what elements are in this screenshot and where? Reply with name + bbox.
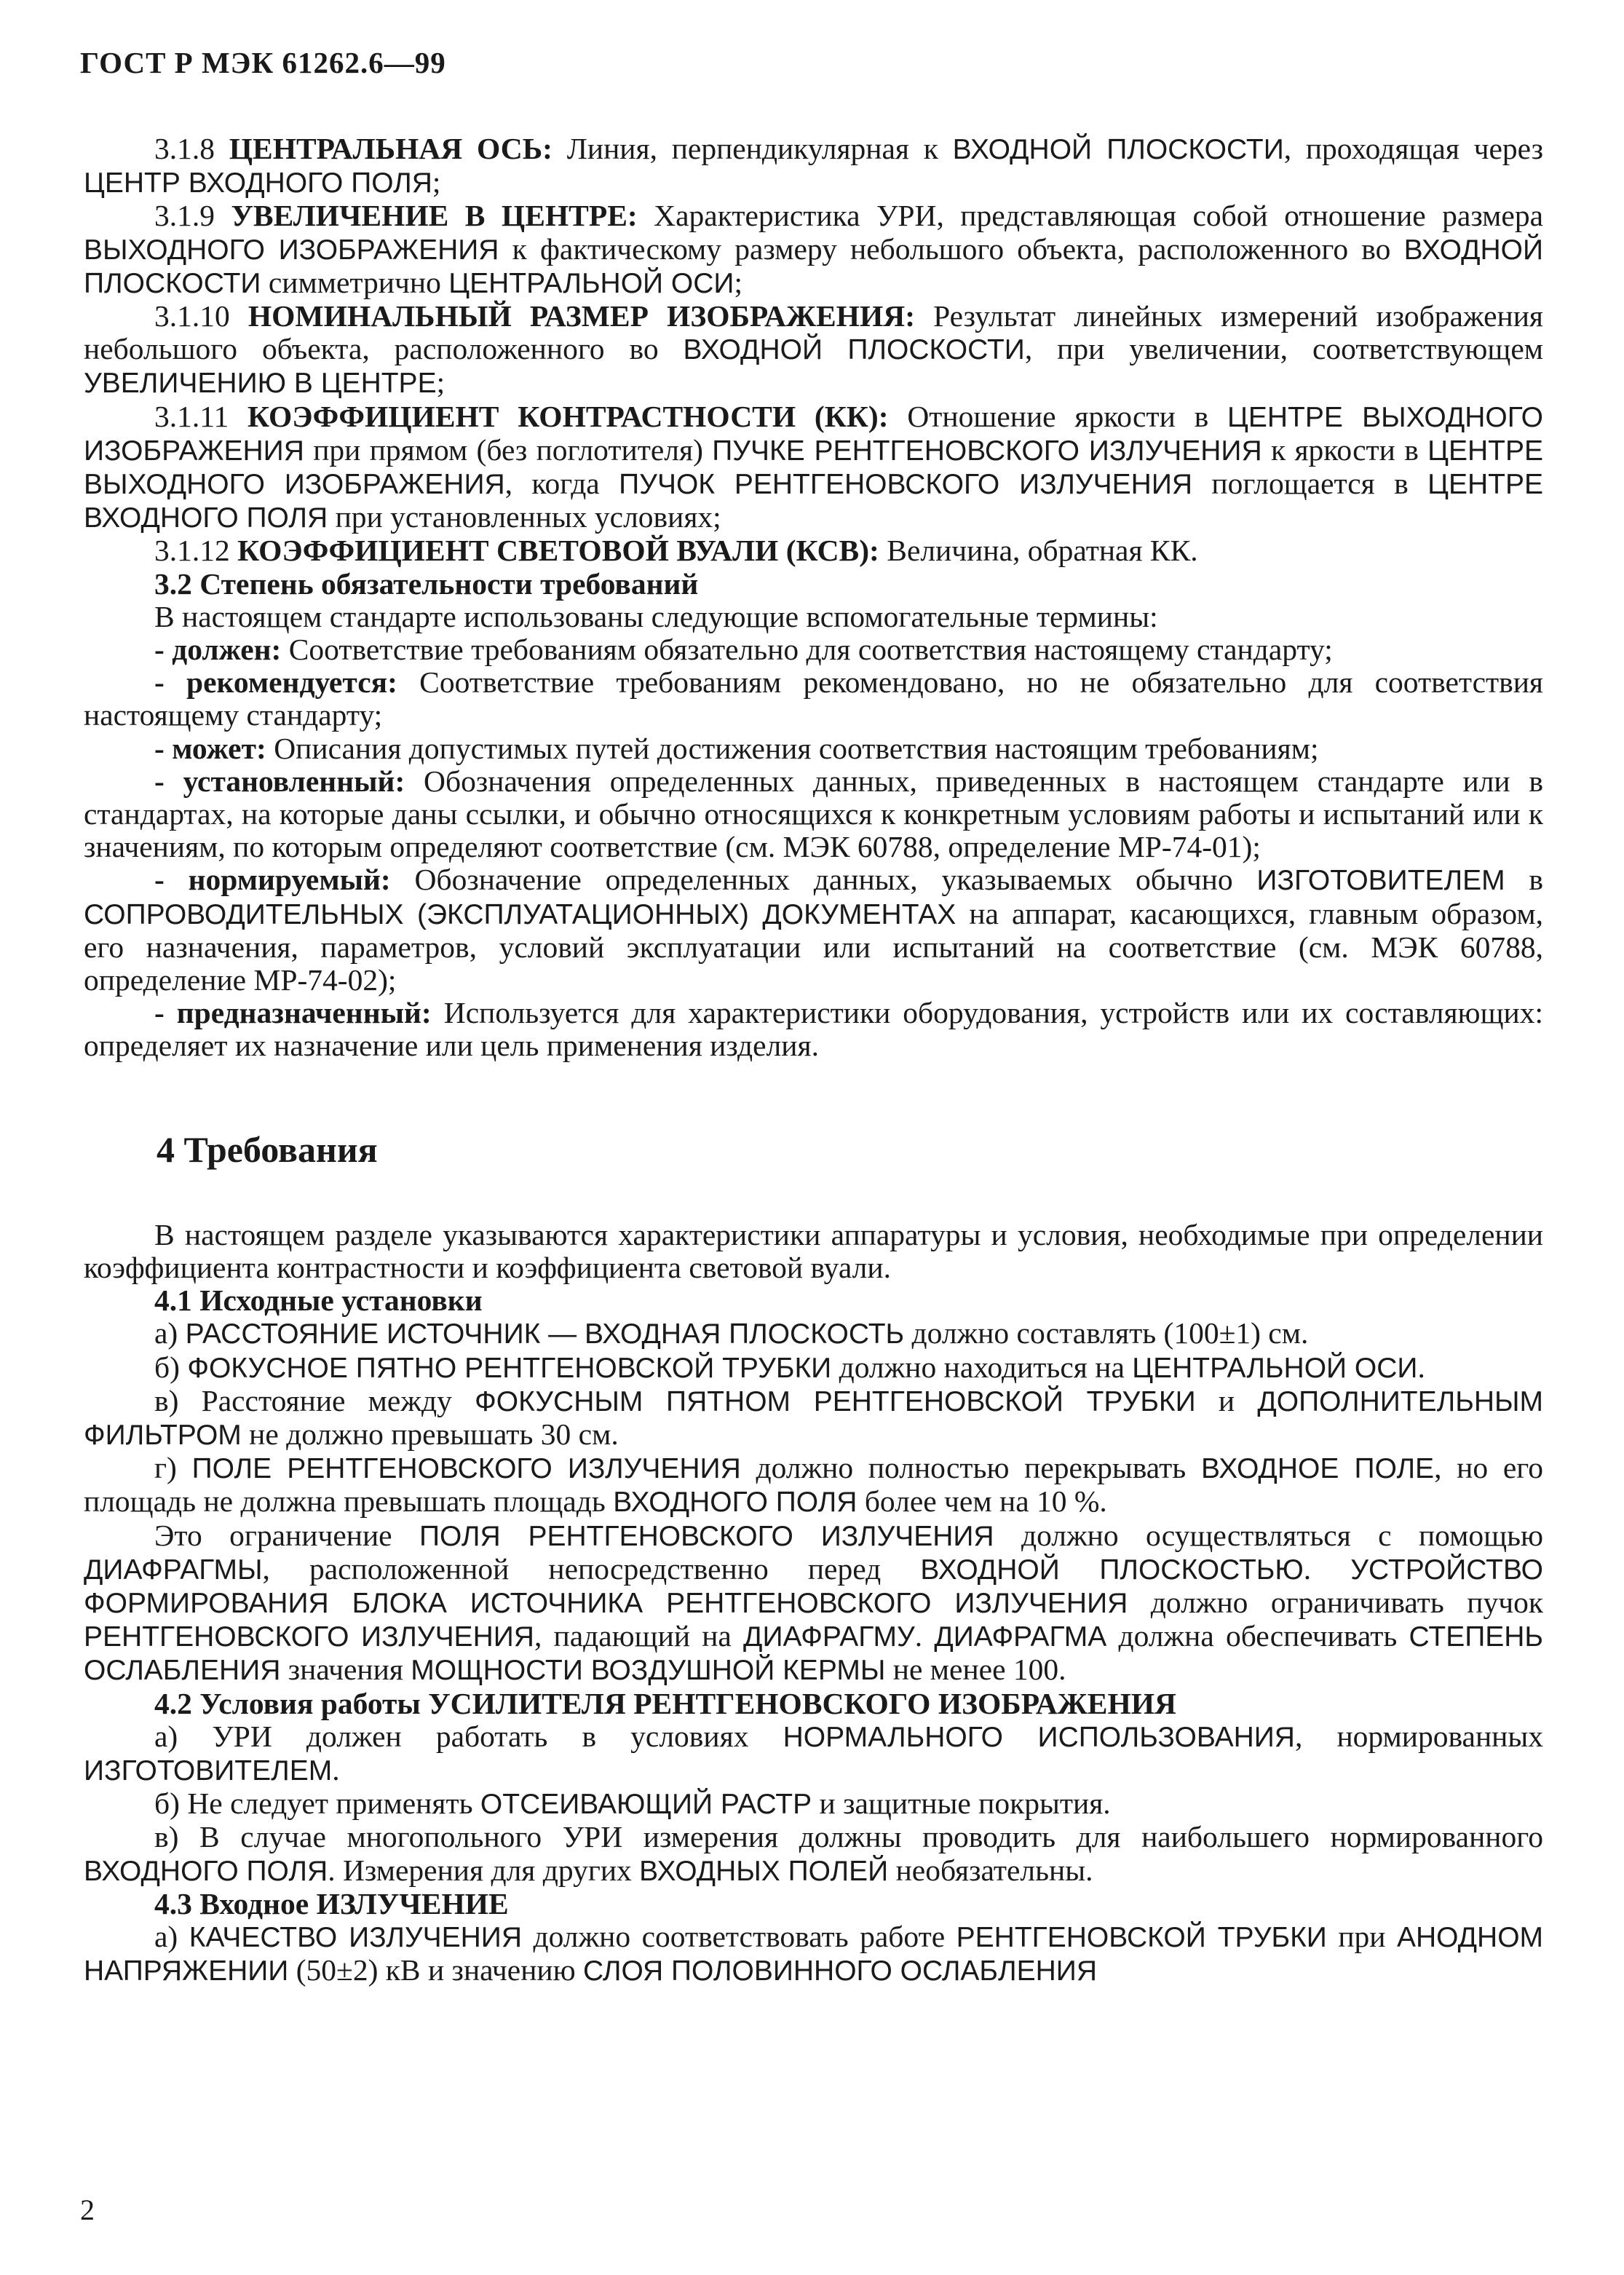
definition-3-1-10: 3.1.10 НОМИНАЛЬНЫЙ РАЗМЕР ИЗОБРАЖЕНИЯ: Результат линейных измерений изображения небольшого объекта, расположенного во ВХОДНОЙ ПЛОСКОСТИ, при увеличении, соответствующем УВЕЛИЧЕНИЮ В ЦЕНТРЕ; (84, 299, 1544, 400)
definition-3-1-8: 3.1.8 ЦЕНТРАЛЬНАЯ ОСЬ: Линия, перпендикулярная к ВХОДНОЙ ПЛОСКОСТИ, проходящая через ЦЕНТР ВХОДНОГО ПОЛЯ; (84, 132, 1543, 199)
definition-3-1-12: 3.1.12 КОЭФФИЦИЕНТ СВЕТОВОЙ ВУАЛИ (КСВ): Величина, обратная КК. (154, 534, 1198, 568)
term-rated: - нормируемый: Обозначение определенных данных, указываемых обычно ИЗГОТОВИТЕЛЕМ в СОПРОВОДИТЕЛЬНЫХ (ЭКСПЛУАТАЦИОННЫХ) ДОКУМЕНТАХ на аппарат, касающихся, главным образом, его назначения, параметров, условий эксплуатации или испытаний на соответствие (см. МЭК 60788, определение МР-74-02); (84, 863, 1544, 997)
section-4-1-heading: 4.1 Исходные установки (154, 1283, 483, 1318)
item-4-1-b: б) ФОКУСНОЕ ПЯТНО РЕНТГЕНОВСКОЙ ТРУБКИ должно находиться на ЦЕНТРАЛЬНОЙ ОСИ. (154, 1350, 1425, 1384)
section-3-2-intro: В настоящем стандарте использованы следующие вспомогательные термины: (154, 599, 1158, 633)
term-recommended: - рекомендуется: Соответствие требованиям рекомендовано, но не обязательно для соответствия настоящему стандарту; (84, 665, 1544, 732)
item-4-3-a: а) КАЧЕСТВО ИЗЛУЧЕНИЯ должно соответствовать работе РЕНТГЕНОВСКОЙ ТРУБКИ при АНОДНОМ НАПРЯЖЕНИИ (50±2) кВ и значению СЛОЯ ПОЛОВИННОГО ОСЛАБЛЕНИЯ (84, 1919, 1544, 1987)
section-4-2-heading: 4.2 Условия работы УСИЛИТЕЛЯ РЕНТГЕНОВСКОГО ИЗОБРАЖЕНИЯ (154, 1686, 1176, 1720)
term-must: - должен: Соответствие требованиям обязательно для соответствия настоящему стандарту; (154, 633, 1333, 667)
term-specified: - установленный: Обозначения определенных данных, приведенных в настоящем стандарте или в стандартах, на которые даны ссылки, и обычно относящихся к конкретным условиям работы и испытаний или к значениям, по которым определяют соответствие (см. МЭК 60788, определение МР-74-01); (84, 764, 1543, 864)
item-4-1-note: Это ограничение ПОЛЯ РЕНТГЕНОВСКОГО ИЗЛУЧЕНИЯ должно осуществляться с помощью ДИАФРАГМЫ, расположенной непосредственно перед ВХОДНОЙ ПЛОСКОСТЬЮ. УСТРОЙСТВО ФОРМИРОВАНИЯ БЛОКА ИСТОЧНИКА РЕНТГЕНОВСКОГО ИЗЛУЧЕНИЯ должно ограничивать пучок РЕНТГЕНОВСКОГО ИЗЛУЧЕНИЯ, падающий на ДИАФРАГМУ. ДИАФРАГМА должна обеспечивать СТЕПЕНЬ ОСЛАБЛЕНИЯ значения МОЩНОСТИ ВОЗДУШНОЙ КЕРМЫ не менее 100. (84, 1518, 1544, 1687)
item-4-2-v: в) В случае многопольного УРИ измерения должны проводить для наибольшего нормированного ВХОДНОГО ПОЛЯ. Измерения для других ВХОДНЫХ ПОЛЕЙ необязательны. (84, 1820, 1544, 1887)
item-4-1-a: а) РАССТОЯНИЕ ИСТОЧНИК — ВХОДНАЯ ПЛОСКОСТЬ должно составлять (100±1) см. (154, 1316, 1309, 1350)
item-4-1-g: г) ПОЛЕ РЕНТГЕНОВСКОГО ИЗЛУЧЕНИЯ должно полностью перекрывать ВХОДНОЕ ПОЛЕ, но его площадь не должна превышать площадь ВХОДНОГО ПОЛЯ более чем на 10 %. (84, 1451, 1544, 1519)
section-3-2-heading: 3.2 Степень обязательности требований (154, 566, 699, 601)
term-may: - может: Описания допустимых путей достижения соответствия настоящим требованиям; (154, 731, 1319, 765)
definition-3-1-9: 3.1.9 УВЕЛИЧЕНИЕ В ЦЕНТРЕ: Характеристика УРИ, представляющая собой отношение размера ВЫХОДНОГО ИЗОБРАЖЕНИЯ к фактическому размеру небольшого объекта, расположенного во ВХОДНОЙ ПЛОСКОСТИ симметрично ЦЕНТРАЛЬНОЙ ОСИ; (84, 199, 1544, 299)
section-4-3-heading: 4.3 Входное ИЗЛУЧЕНИЕ (154, 1886, 509, 1920)
page-number: 2 (80, 2193, 95, 2226)
document-body (84, 132, 1543, 1987)
item-4-2-a: а) УРИ должен работать в условиях НОРМАЛЬНОГО ИСПОЛЬЗОВАНИЯ, нормированных ИЗГОТОВИТЕЛЕМ. (84, 1719, 1544, 1787)
section-4-title: 4 Требования (157, 1128, 378, 1170)
item-4-2-b: б) Не следует применять ОТСЕИВАЮЩИЙ РАСТР и защитные покрытия. (154, 1787, 1111, 1821)
document-header: ГОСТ Р МЭК 61262.6—99 (80, 46, 446, 79)
definition-3-1-11: 3.1.11 КОЭФФИЦИЕНТ КОНТРАСТНОСТИ (КК): Отношение яркости в ЦЕНТРЕ ВЫХОДНОГО ИЗОБРАЖЕНИЯ при прямом (без поглотителя) ПУЧКЕ РЕНТГЕНОВСКОГО ИЗЛУЧЕНИЯ к яркости в ЦЕНТРЕ ВЫХОДНОГО ИЗОБРАЖЕНИЯ, когда ПУЧОК РЕНТГЕНОВСКОГО ИЗЛУЧЕНИЯ поглощается в ЦЕНТРЕ ВХОДНОГО ПОЛЯ при установленных условиях; (84, 399, 1544, 534)
term-intended: - предназначенный: Используется для характеристики оборудования, устройств или их составляющих: определяет их назначение или цель применения изделия. (84, 996, 1544, 1063)
section-4-intro: В настоящем разделе указываются характеристики аппаратуры и условия, необходимые при определении коэффициента контрастности и коэффициента световой вуали. (84, 1217, 1543, 1284)
item-4-1-v: в) Расстояние между ФОКУСНЫМ ПЯТНОМ РЕНТГЕНОВСКОЙ ТРУБКИ и ДОПОЛНИТЕЛЬНЫМ ФИЛЬТРОМ не должно превышать 30 см. (84, 1383, 1543, 1451)
